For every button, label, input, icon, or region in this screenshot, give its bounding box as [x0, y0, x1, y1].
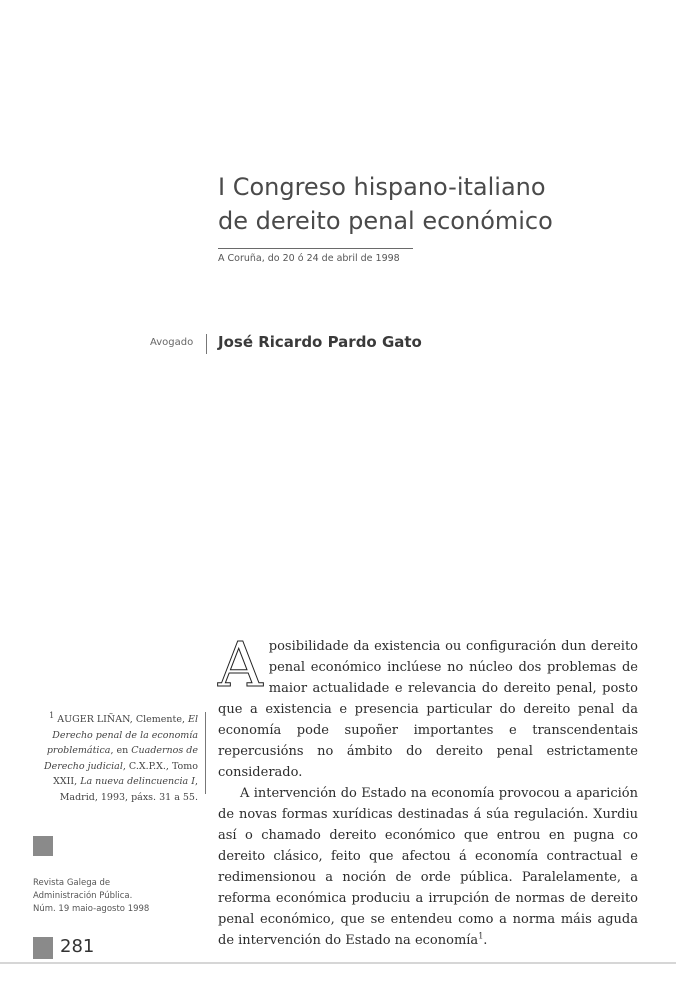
footnote-author: AUGER LIÑAN, Clemente,: [57, 714, 185, 725]
page-number: 281: [60, 936, 95, 957]
paragraph-1-text: posibilidade da existencia ou configuración dun dereito penal económico inclúese no núcleo dos problemas de maior actualidade e relevancia do dereito penal, posto que a existencia e presencia particular do dereito penal da economía pode supoñer importantes e transcendentais repercusións no ámbito do dereito penal estrictamente considerado.: [218, 639, 638, 780]
author-name: José Ricardo Pardo Gato: [218, 333, 422, 351]
page-marker-icon: [33, 937, 53, 959]
event-subtitle: A Coruña, do 20 ó 24 de abril de 1998: [218, 253, 400, 264]
footnote-place-date: , Madrid, 1993, páxs. 31 a 55.: [59, 776, 198, 803]
author-role: Avogado: [150, 337, 194, 348]
paragraph-2-end: .: [483, 933, 488, 948]
footnote-work-title: El Derecho penal de la economía problemática: [46, 714, 198, 756]
footnote-reference: 1: [478, 931, 484, 941]
body-paragraph-1: [218, 628, 638, 783]
title-line-2: de dereito penal económico: [218, 207, 553, 235]
drop-cap: A: [218, 628, 263, 701]
footnote-details: , C.X.P.X., Tomo XXII,: [53, 760, 198, 787]
article-body: [218, 628, 638, 951]
title-divider: [218, 248, 413, 249]
body-paragraph-2: [218, 783, 638, 951]
article-title: [218, 170, 638, 238]
footnote-work2: La nueva delincuencia I: [80, 776, 195, 787]
author-divider: [206, 334, 207, 354]
footnote-journal: Cuadernos de Derecho judicial: [44, 745, 198, 772]
journal-line-3: Núm. 19 maio-agosto 1998: [33, 904, 150, 914]
journal-info: [33, 877, 149, 916]
journal-line-1: Revista Galega de: [33, 878, 111, 888]
title-line-1: I Congreso hispano-italiano: [218, 173, 546, 201]
footnote-in-prefix: , en: [110, 745, 129, 756]
bottom-divider: [0, 962, 676, 964]
footnote-divider: [205, 712, 206, 794]
footnote: [32, 712, 198, 805]
journal-line-2: Administración Pública.: [33, 891, 133, 901]
paragraph-2-text: A intervención do Estado na economía provocou a aparición de novas formas xurídicas destinadas á súa regulación. Xurdiu así o chamado dereito económico que entrou en pugna co dereito clásico, feito que afectou á economía contractual e redimensionou a noción de orde pública. Paralelamente, a reforma económica produciu a irrupción de normas de dereito penal económico, que se entendeu como a norma máis aguda de intervención do Estado na economía: [218, 786, 638, 948]
journal-logo-icon: [33, 836, 53, 856]
footnote-marker: 1: [49, 710, 55, 720]
